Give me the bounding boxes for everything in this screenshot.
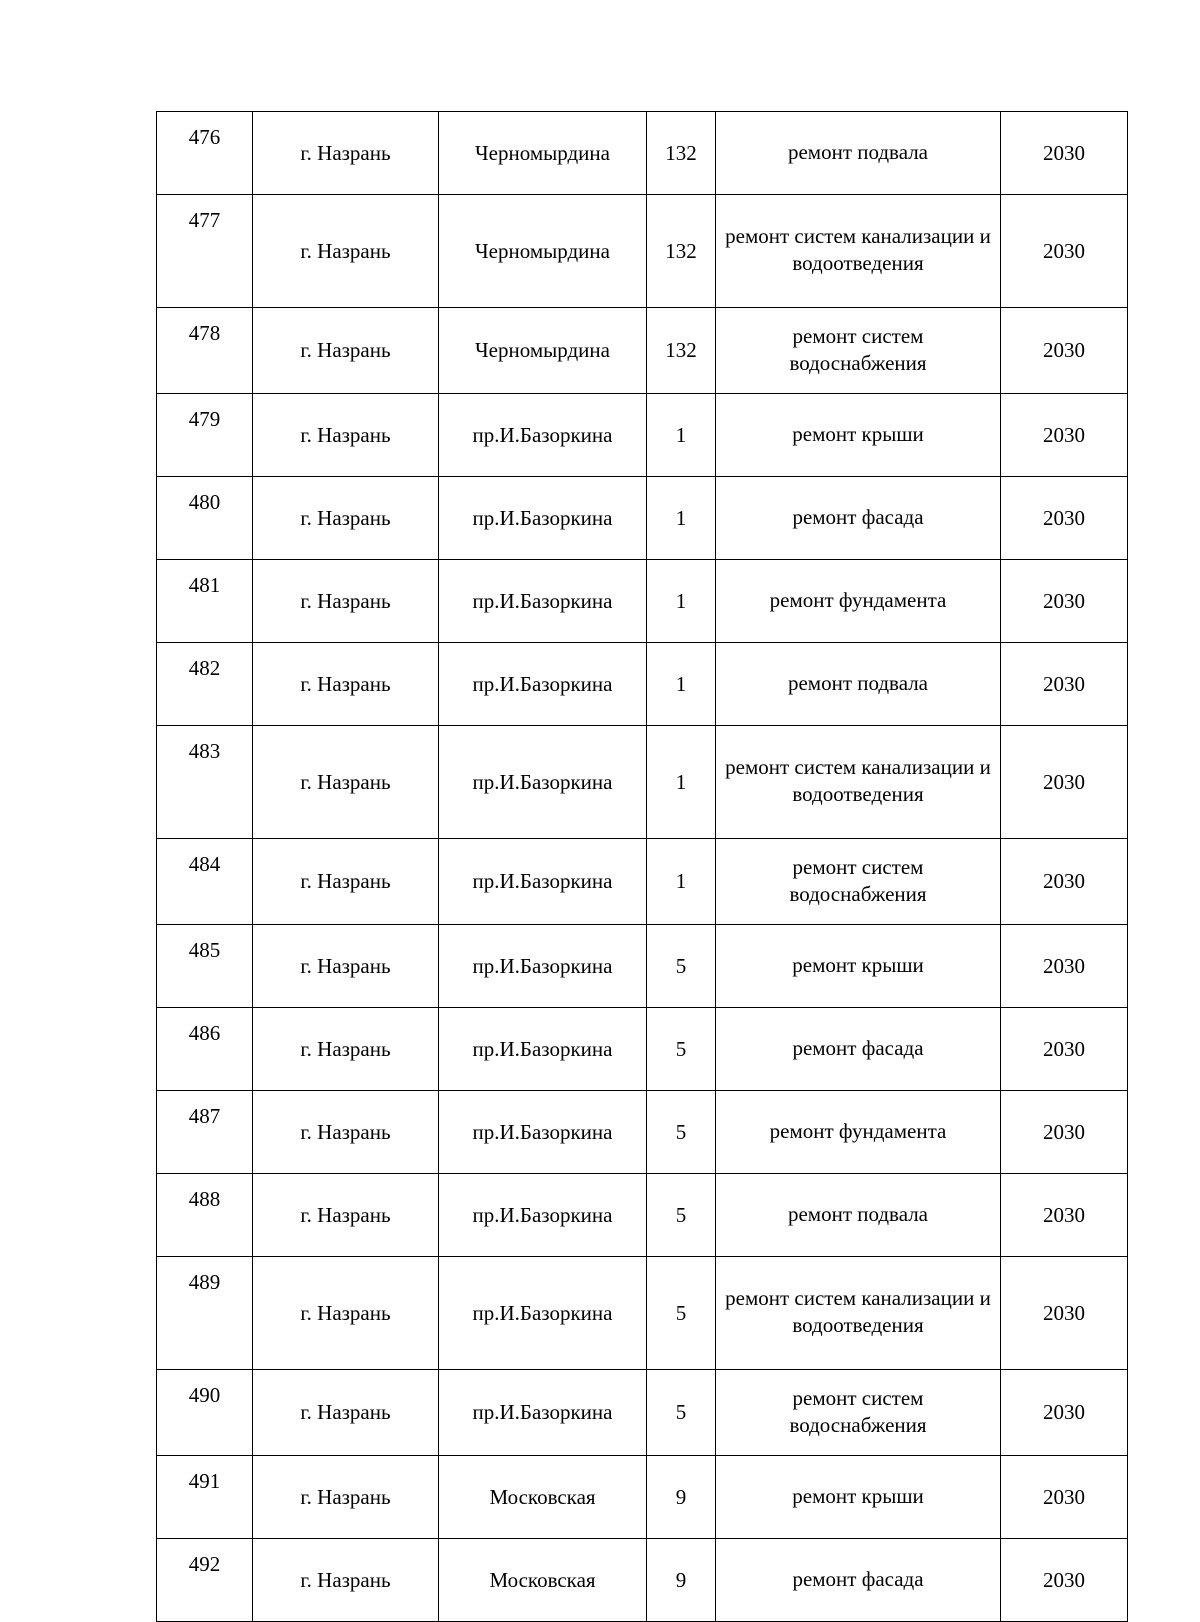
work-type-cell: ремонт систем канализации и водоотведения (716, 726, 1001, 839)
city-cell: г. Назрань (253, 1174, 439, 1257)
city-cell: г. Назрань (253, 1456, 439, 1539)
house-cell: 5 (647, 1091, 716, 1174)
city-cell: г. Назрань (253, 1370, 439, 1456)
table-row (157, 308, 1128, 394)
table-row (157, 925, 1128, 1008)
house-cell: 1 (647, 394, 716, 477)
house-cell: 5 (647, 1257, 716, 1370)
street-cell: Московская (439, 1456, 647, 1539)
street-cell: пр.И.Базоркина (439, 1257, 647, 1370)
row-number: 481 (157, 560, 253, 643)
city-cell: г. Назрань (253, 112, 439, 195)
year-cell: 2030 (1001, 1456, 1128, 1539)
city-cell: г. Назрань (253, 643, 439, 726)
city-cell: г. Назрань (253, 1257, 439, 1370)
work-type-cell: ремонт фасада (716, 477, 1001, 560)
row-number: 478 (157, 308, 253, 394)
row-number: 476 (157, 112, 253, 195)
work-type-cell: ремонт фундамента (716, 560, 1001, 643)
work-type-cell: ремонт систем канализации и водоотведения (716, 195, 1001, 308)
row-number: 484 (157, 839, 253, 925)
row-number: 491 (157, 1456, 253, 1539)
year-cell: 2030 (1001, 643, 1128, 726)
street-cell: пр.И.Базоркина (439, 560, 647, 643)
row-number: 485 (157, 925, 253, 1008)
city-cell: г. Назрань (253, 1091, 439, 1174)
work-type-cell: ремонт подвала (716, 643, 1001, 726)
work-type-cell: ремонт фасада (716, 1539, 1001, 1622)
house-cell: 1 (647, 839, 716, 925)
house-cell: 9 (647, 1456, 716, 1539)
work-type-cell: ремонт систем водоснабжения (716, 1370, 1001, 1456)
year-cell: 2030 (1001, 839, 1128, 925)
city-cell: г. Назрань (253, 560, 439, 643)
year-cell: 2030 (1001, 726, 1128, 839)
table-row (157, 1257, 1128, 1370)
row-number: 482 (157, 643, 253, 726)
table-row (157, 1174, 1128, 1257)
work-type-cell: ремонт подвала (716, 112, 1001, 195)
table-row (157, 1370, 1128, 1456)
repair-schedule-table (156, 111, 1128, 1622)
year-cell: 2030 (1001, 560, 1128, 643)
street-cell: пр.И.Базоркина (439, 726, 647, 839)
row-number: 490 (157, 1370, 253, 1456)
year-cell: 2030 (1001, 477, 1128, 560)
table-row (157, 560, 1128, 643)
row-number: 480 (157, 477, 253, 560)
street-cell: Московская (439, 1539, 647, 1622)
work-type-cell: ремонт крыши (716, 925, 1001, 1008)
year-cell: 2030 (1001, 925, 1128, 1008)
street-cell: пр.И.Базоркина (439, 1370, 647, 1456)
table-row (157, 112, 1128, 195)
street-cell: пр.И.Базоркина (439, 839, 647, 925)
year-cell: 2030 (1001, 1370, 1128, 1456)
work-type-cell: ремонт систем водоснабжения (716, 308, 1001, 394)
house-cell: 1 (647, 643, 716, 726)
table-row (157, 1091, 1128, 1174)
house-cell: 5 (647, 1370, 716, 1456)
year-cell: 2030 (1001, 195, 1128, 308)
city-cell: г. Назрань (253, 925, 439, 1008)
house-cell: 1 (647, 477, 716, 560)
year-cell: 2030 (1001, 1539, 1128, 1622)
city-cell: г. Назрань (253, 839, 439, 925)
work-type-cell: ремонт крыши (716, 1456, 1001, 1539)
year-cell: 2030 (1001, 1257, 1128, 1370)
row-number: 483 (157, 726, 253, 839)
city-cell: г. Назрань (253, 726, 439, 839)
table-row (157, 839, 1128, 925)
street-cell: пр.И.Базоркина (439, 1174, 647, 1257)
house-cell: 5 (647, 1008, 716, 1091)
table-row (157, 477, 1128, 560)
work-type-cell: ремонт фундамента (716, 1091, 1001, 1174)
work-type-cell: ремонт подвала (716, 1174, 1001, 1257)
street-cell: пр.И.Базоркина (439, 1008, 647, 1091)
street-cell: пр.И.Базоркина (439, 477, 647, 560)
house-cell: 9 (647, 1539, 716, 1622)
year-cell: 2030 (1001, 112, 1128, 195)
year-cell: 2030 (1001, 1174, 1128, 1257)
city-cell: г. Назрань (253, 308, 439, 394)
street-cell: пр.И.Базоркина (439, 1091, 647, 1174)
house-cell: 5 (647, 1174, 716, 1257)
table-row (157, 1539, 1128, 1622)
city-cell: г. Назрань (253, 1539, 439, 1622)
house-cell: 1 (647, 726, 716, 839)
year-cell: 2030 (1001, 1091, 1128, 1174)
row-number: 486 (157, 1008, 253, 1091)
work-type-cell: ремонт систем канализации и водоотведения (716, 1257, 1001, 1370)
work-type-cell: ремонт систем водоснабжения (716, 839, 1001, 925)
year-cell: 2030 (1001, 308, 1128, 394)
street-cell: Черномырдина (439, 308, 647, 394)
city-cell: г. Назрань (253, 1008, 439, 1091)
work-type-cell: ремонт крыши (716, 394, 1001, 477)
work-type-cell: ремонт фасада (716, 1008, 1001, 1091)
street-cell: пр.И.Базоркина (439, 925, 647, 1008)
street-cell: Черномырдина (439, 195, 647, 308)
house-cell: 132 (647, 112, 716, 195)
street-cell: пр.И.Базоркина (439, 394, 647, 477)
table-row (157, 643, 1128, 726)
row-number: 489 (157, 1257, 253, 1370)
house-cell: 1 (647, 560, 716, 643)
street-cell: Черномырдина (439, 112, 647, 195)
city-cell: г. Назрань (253, 394, 439, 477)
table-row (157, 195, 1128, 308)
year-cell: 2030 (1001, 394, 1128, 477)
table-row (157, 1456, 1128, 1539)
row-number: 492 (157, 1539, 253, 1622)
year-cell: 2030 (1001, 1008, 1128, 1091)
house-cell: 5 (647, 925, 716, 1008)
table-row (157, 1008, 1128, 1091)
row-number: 477 (157, 195, 253, 308)
street-cell: пр.И.Базоркина (439, 643, 647, 726)
house-cell: 132 (647, 195, 716, 308)
city-cell: г. Назрань (253, 195, 439, 308)
house-cell: 132 (647, 308, 716, 394)
table-row (157, 394, 1128, 477)
row-number: 487 (157, 1091, 253, 1174)
row-number: 479 (157, 394, 253, 477)
row-number: 488 (157, 1174, 253, 1257)
table-row (157, 726, 1128, 839)
city-cell: г. Назрань (253, 477, 439, 560)
